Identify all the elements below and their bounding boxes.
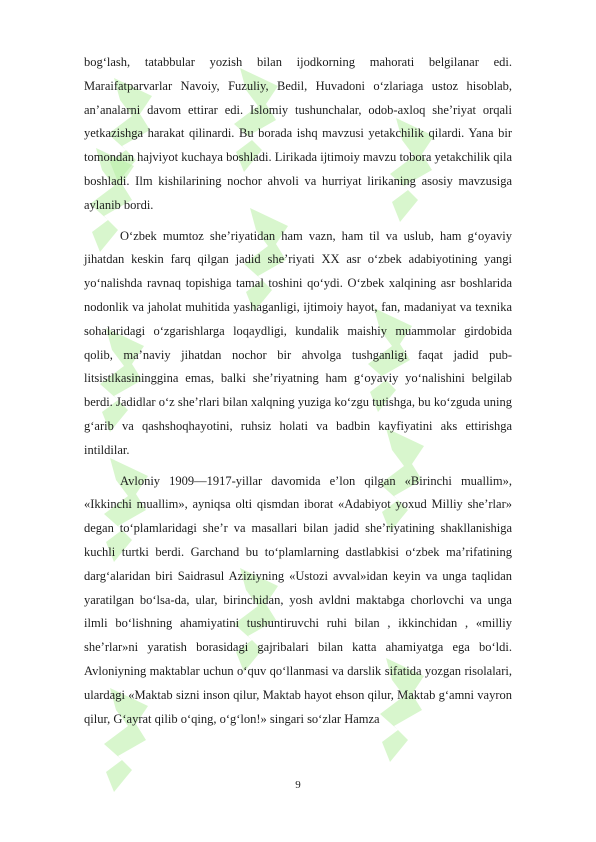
- body-text: [84, 51, 512, 731]
- paragraph-1: bog‘lash, tatabbular yozish bilan ijodkorning mahorati belgilanar edi. Maraifatparvarlar Navoiy, Fuzuliy, Bedil, Huvadoni o‘zlariaga ustoz hisoblab, an’analarni davom ettirar edi. Islomiy tushunchalar, odob-axloq she’riyat orqali yetkazishga harakat qilinardi. Bu borada ishq mavzusi yetakchilik qilardi. Yana bir tomondan hajviyot kuchaya boshladi. Lirikada ijtimoiy mavzu tobora yetakchilik qila boshladi. Ilm kishilarining nochor ahvoli va hurriyat lirikaning asosiy mavzusiga aylanib bordi.: [84, 55, 512, 212]
- paragraph-3: Avloniy 1909—1917-yillar davomida e’lon qilgan «Birinchi muallim», «Ikkinchi muallim», ayniqsa olti qismdan iborat «Adabiyot yoxud Milliy she’rlar» degan to‘plamlaridagi she’r va masallari bilan jadid she’riyatining shakllanishiga kuchli turtki berdi. Garchand bu to‘plamlarning dastlabkisi o‘zbek ma’rifatining darg‘alaridan biri Saidrasul Aziziyning «Ustozi avval»idan keyin va unga taqlidan yaratilgan bo‘lsa-da, ular, birinchidan, yosh avldni maktabga chorlovchi va unga ilmli bo‘lishning ahamiyatini tushuntiruvchi ruhi bilan , ikkinchidan , «milliy she’rlar»ni yaratish borasidagi gajribalari bilan katta ahamiyatga ega bo‘ldi. Avloniyning maktablar uchun o‘quv qo‘llanmasi va darslik sifatida yozgan risolalari, ulardagi «Maktab sizni inson qilur, Maktab hayot ehson qilur, Maktab g‘amni vayron qilur, G‘ayrat qilib o‘qing, o‘g‘lon!» singari so‘zlar Hamza: [84, 473, 512, 726]
- page-number: 9: [295, 779, 301, 791]
- paragraph-2: O‘zbek mumtoz she’riyatidan ham vazn, ham til va uslub, ham g‘oyaviy jihatdan keskin farq qilgan jadid she’riyati XX asr o‘zbek adabiyotining yangi yo‘nalishda ravnaq topishiga tamal toshini qo‘ydi. O‘zbek xalqining asr boshlarida nodonlik va jaholat muhitida yashaganligi, ijtimoiy hayot, fan, madaniyat va texnika sohalaridagi o‘zgarishlarga loqaydligi, kundalik maishiy muammolar girdobida qolib, ma’naviy jihatdan nochor bir ahvolga tushganligi faqat jadid pub-litsistlkasininggina emas, balki she’riyatning ham g‘oyaviy yo‘nalishini belgilab berdi. Jadidlar o‘z she’rlari bilan xalqning yuziga ko‘zgu tutishga, bu ko‘zguda uning g‘arib va qashshoqhayotini, ruhsiz holati va badbin kayfiyatini aks ettirishga intildilar.: [84, 228, 512, 457]
